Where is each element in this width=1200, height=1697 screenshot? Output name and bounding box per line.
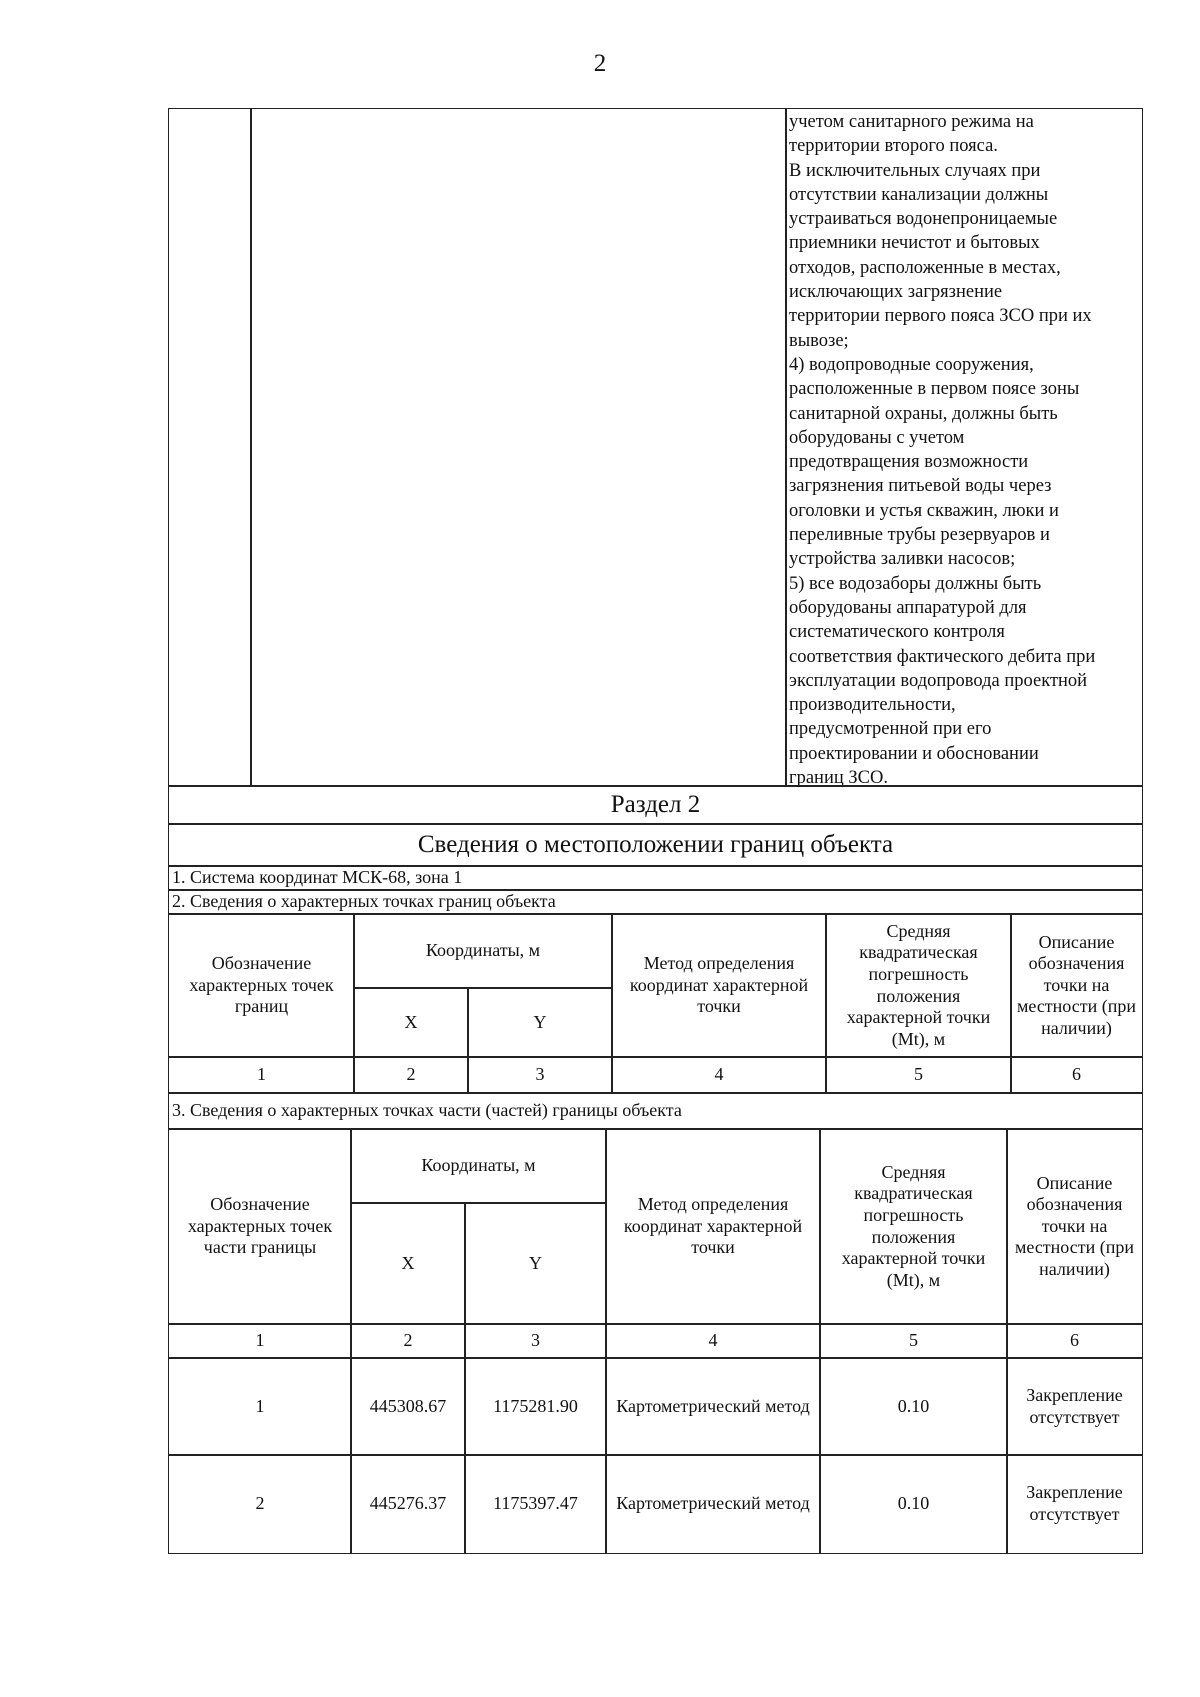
t2-header-coordinates: Координаты, м xyxy=(353,913,613,989)
table-row-1-x: 445308.67 xyxy=(350,1357,466,1456)
requirements-text: учетом санитарного режима на территории второго пояса. В исключительных случаях при отсутствии канализации должны устраиваться водонепроницаемые приемники нечистот и бытовых отходов, расположенные в местах, исключающих загрязнение территории первого пояса ЗСО при их вывозе; 4) водопроводные сооружения, расположенные в первом поясе зоны санитарной охраны, должны быть оборудованы с учетом предотвращения возможности загрязнения питьевой воды через оголовки и устья скважин, люки и переливные трубы резервуаров и устройства заливки насосов; 5) все водозаборы должны быть оборудованы аппаратурой для систематического контроля соответствия фактического дебита при эксплуатации водопровода проектной производительности, предусмотренной при его проектировании и обосновании границ ЗСО. xyxy=(789,112,1096,789)
t2-num-1: 1 xyxy=(168,1056,355,1094)
t3-header-coordinates: Координаты, м xyxy=(350,1128,607,1204)
t2-header-point: Обозначение характерных точек границ xyxy=(168,913,355,1058)
t3-header-method: Метод определения координат характерной точки xyxy=(605,1128,821,1325)
t2-header-error: Средняя квадратическая погрешность положения характерной точки (Mt), м xyxy=(825,913,1012,1058)
table-row-1-description: Закрепление отсутствует xyxy=(1006,1357,1143,1456)
table-row-1-point: 1 xyxy=(168,1357,352,1456)
table-row-2-description: Закрепление отсутствует xyxy=(1006,1454,1143,1554)
t2-num-5: 5 xyxy=(825,1056,1012,1094)
t2-num-3: 3 xyxy=(467,1056,613,1094)
section-subtitle: Сведения о местоположении границ объекта xyxy=(168,823,1143,867)
section-title: Раздел 2 xyxy=(168,785,1143,825)
upper-col-divider-1 xyxy=(250,108,252,787)
t3-header-description: Описание обозначения точки на местности (при наличии) xyxy=(1006,1128,1143,1325)
t3-num-4: 4 xyxy=(605,1323,821,1359)
t2-header-method: Метод определения координат характерной точки xyxy=(611,913,827,1058)
t3-num-2: 2 xyxy=(350,1323,466,1359)
t3-header-error: Средняя квадратическая погрешность положения характерной точки (Mt), м xyxy=(819,1128,1008,1325)
t2-header-x: X xyxy=(353,987,469,1058)
table-row-2-error: 0.10 xyxy=(819,1454,1008,1554)
part3-title: 3. Сведения о характерных точках части (частей) границы объекта xyxy=(168,1092,1143,1130)
t2-num-4: 4 xyxy=(611,1056,827,1094)
t3-num-1: 1 xyxy=(168,1323,352,1359)
upper-col-divider-2 xyxy=(785,108,787,787)
table-row-1-method: Картометрический метод xyxy=(605,1357,821,1456)
t3-num-6: 6 xyxy=(1006,1323,1143,1359)
t2-header-y: Y xyxy=(467,987,613,1058)
t3-header-y: Y xyxy=(464,1202,607,1325)
t2-num-2: 2 xyxy=(353,1056,469,1094)
t3-header-x: X xyxy=(350,1202,466,1325)
table-row-1-y: 1175281.90 xyxy=(464,1357,607,1456)
table-row-2-x: 445276.37 xyxy=(350,1454,466,1554)
page-number: 2 xyxy=(593,50,607,77)
table-row-2-y: 1175397.47 xyxy=(464,1454,607,1554)
table-row-1-error: 0.10 xyxy=(819,1357,1008,1456)
t2-header-description: Описание обозначения точки на местности (при наличии) xyxy=(1010,913,1143,1058)
t2-num-6: 6 xyxy=(1010,1056,1143,1094)
t3-header-point: Обозначение характерных точек части границы xyxy=(168,1128,352,1325)
part2-title: 2. Сведения о характерных точках границ объекта xyxy=(168,889,1143,915)
t3-num-3: 3 xyxy=(464,1323,607,1359)
table-row-2-point: 2 xyxy=(168,1454,352,1554)
table-row-2-method: Картометрический метод xyxy=(605,1454,821,1554)
t3-num-5: 5 xyxy=(819,1323,1008,1359)
coord-system: 1. Система координат МСК-68, зона 1 xyxy=(168,865,1143,891)
